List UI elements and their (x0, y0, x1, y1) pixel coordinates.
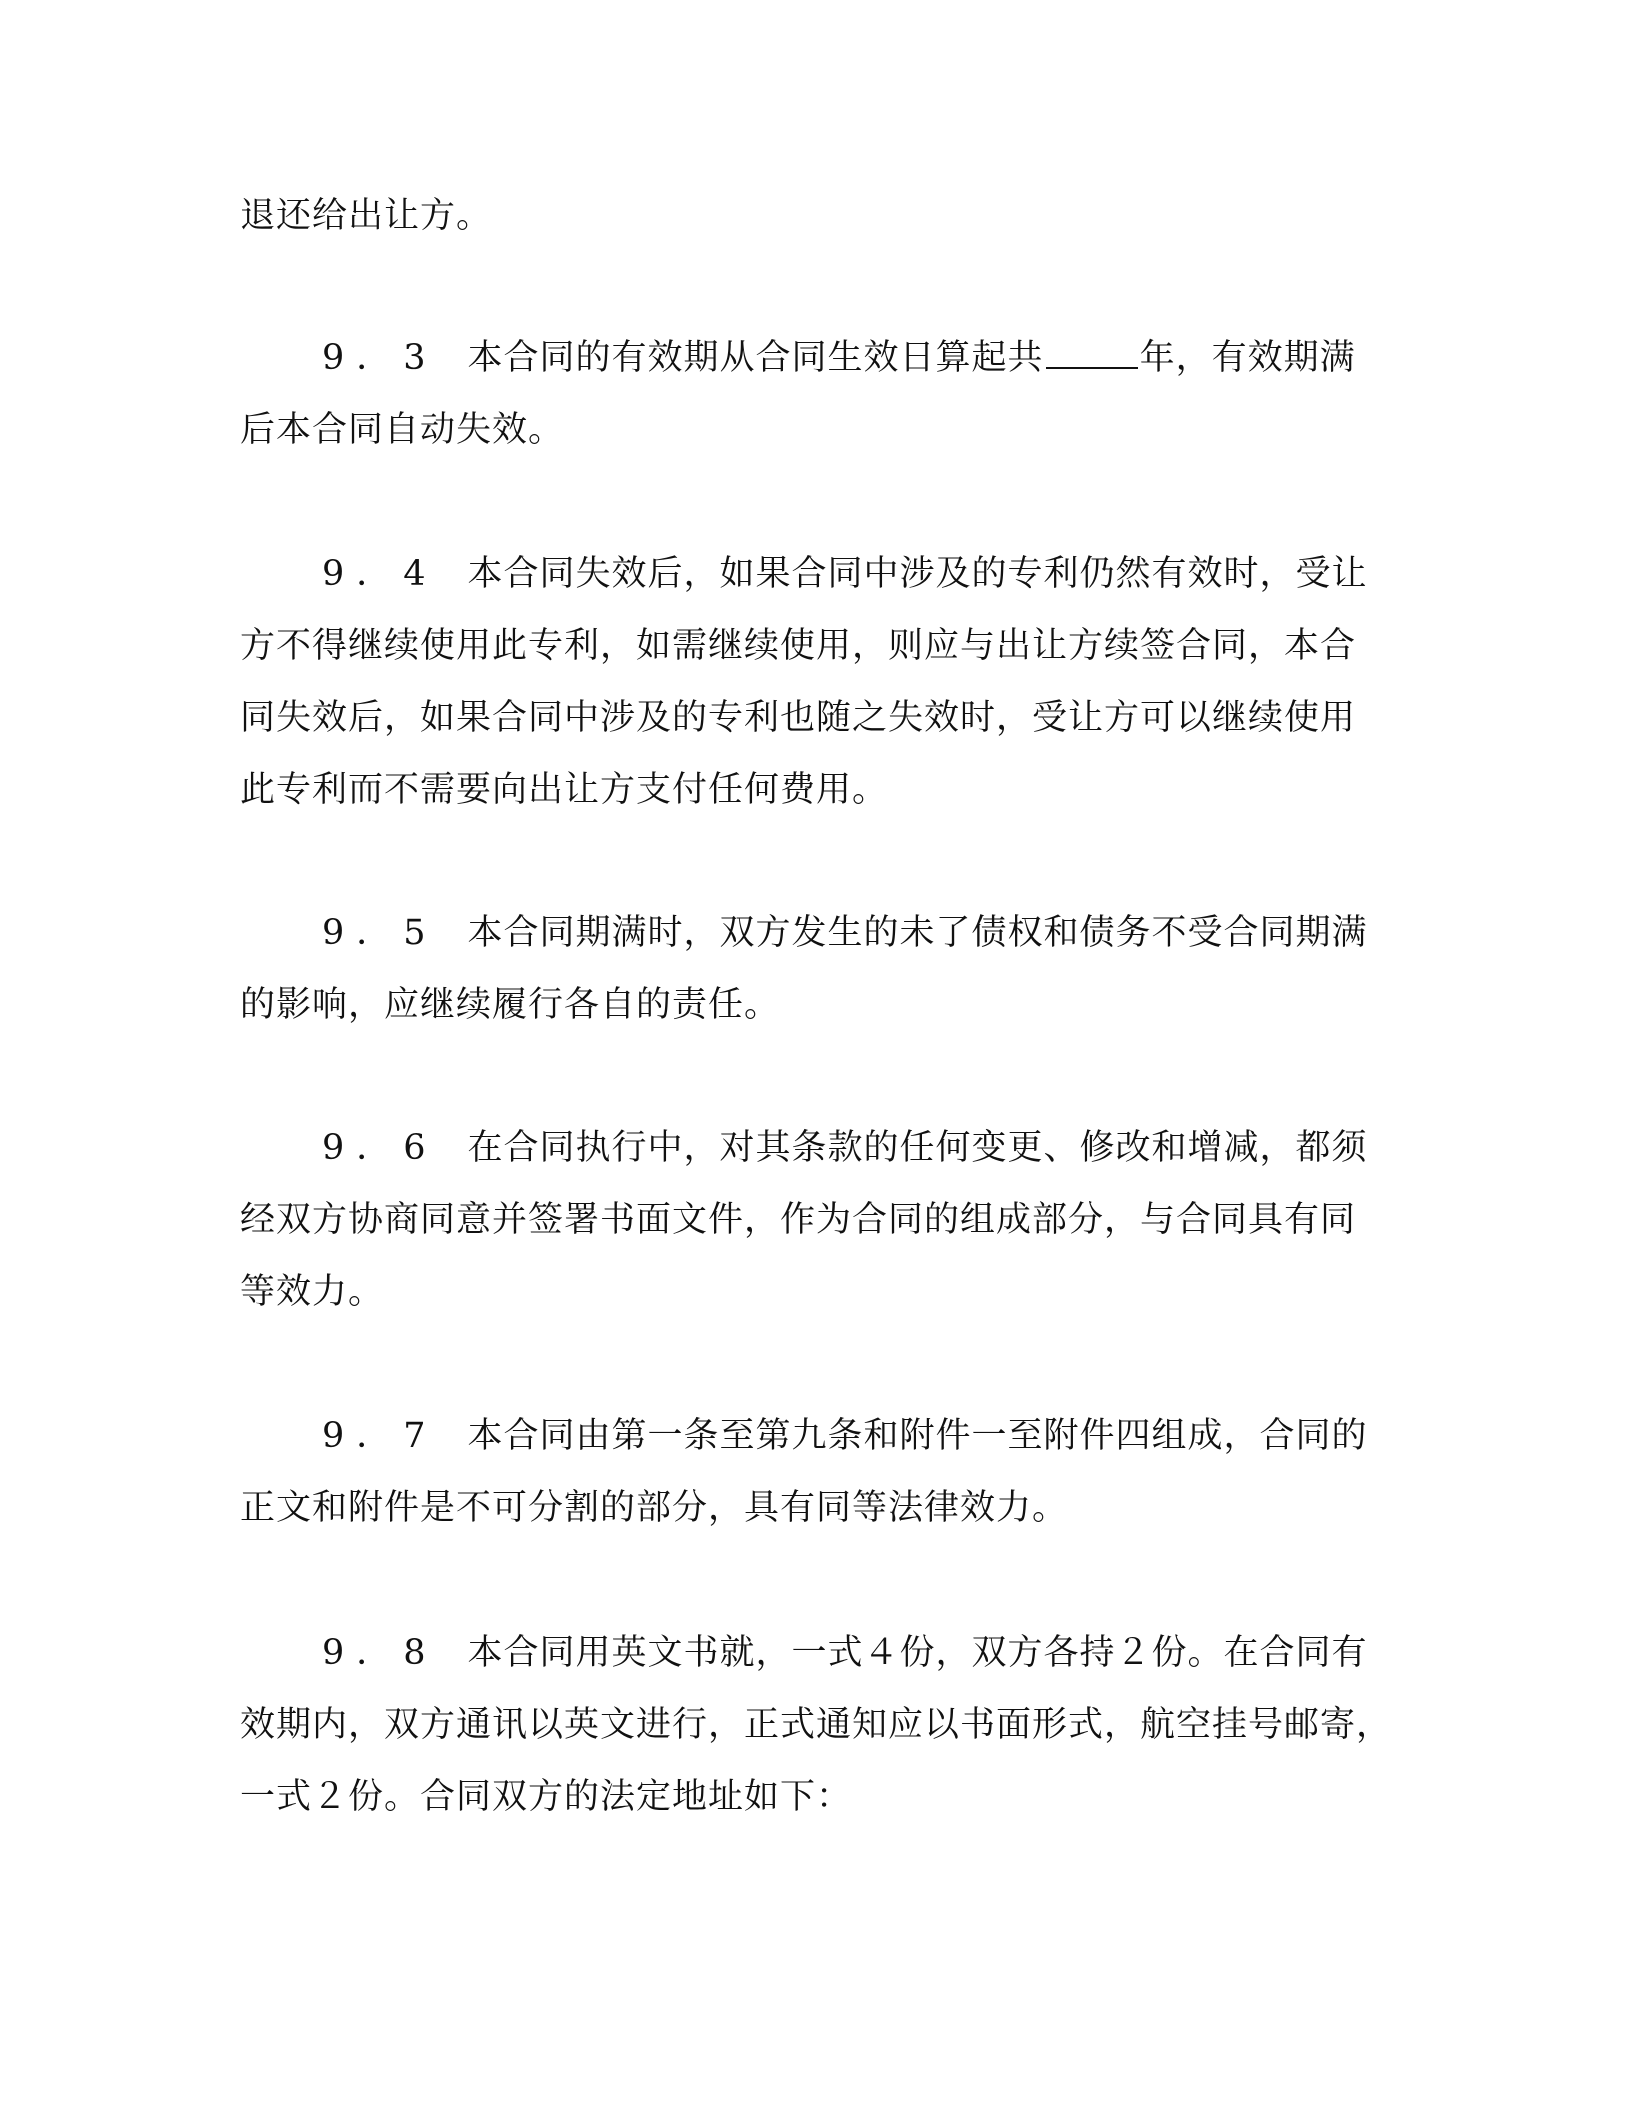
fill-in-blank[interactable] (1046, 337, 1138, 369)
clause-number: 9．3 (322, 338, 438, 378)
clause-number: 9．5 (322, 913, 438, 953)
clause-text: 本合同失效后，如果合同中涉及的专利仍然有效时，受让 (467, 554, 1368, 594)
paragraph-line: 效期内，双方通讯以英文进行，正式通知应以书面形式，航空挂号邮寄， (240, 1705, 1393, 1745)
paragraph-line: 等效力。 (240, 1272, 385, 1312)
clause-9-7 (240, 1400, 1390, 1544)
clause-text: 本合同用英文书就，一式４份，双方各持２份。在合同有 (467, 1633, 1368, 1673)
clause-9-6 (240, 1112, 1390, 1328)
clause-number: 9．4 (322, 554, 438, 594)
clause-9-3 (240, 322, 1390, 466)
clause-number: 9．6 (322, 1128, 438, 1168)
clause-text: 年，有效期满 (1139, 338, 1356, 378)
clause-9-4 (240, 538, 1390, 826)
paragraph-line: 一式２份。合同双方的法定地址如下： (240, 1777, 853, 1817)
paragraph-line: 正文和附件是不可分割的部分，具有同等法律效力。 (240, 1488, 1069, 1528)
paragraph-line: 经双方协商同意并签署书面文件，作为合同的组成部分，与合同具有同 (240, 1200, 1357, 1240)
paragraph-line: 的影响，应继续履行各自的责任。 (240, 985, 781, 1025)
clause-9-8 (240, 1617, 1393, 1833)
clause-number: 9．7 (322, 1416, 438, 1456)
paragraph-line: 此专利而不需要向出让方支付任何费用。 (240, 770, 889, 810)
clause-text: 本合同期满时，双方发生的未了债权和债务不受合同期满 (467, 913, 1368, 953)
clause-text: 本合同的有效期从合同生效日算起共 (467, 338, 1044, 378)
paragraph-line: 退还给出让方。 (240, 196, 493, 236)
paragraph-line: 后本合同自动失效。 (240, 410, 565, 450)
clause-9-5 (240, 897, 1390, 1041)
paragraph-line: 方不得继续使用此专利，如需继续使用，则应与出让方续签合同，本合 (240, 626, 1357, 666)
paragraph-continuation (240, 180, 1390, 252)
clause-text: 在合同执行中，对其条款的任何变更、修改和增减，都须 (467, 1128, 1368, 1168)
clause-number: 9．8 (322, 1633, 438, 1673)
clause-text: 本合同由第一条至第九条和附件一至附件四组成，合同的 (467, 1416, 1368, 1456)
paragraph-line: 同失效后，如果合同中涉及的专利也随之失效时，受让方可以继续使用 (240, 698, 1357, 738)
